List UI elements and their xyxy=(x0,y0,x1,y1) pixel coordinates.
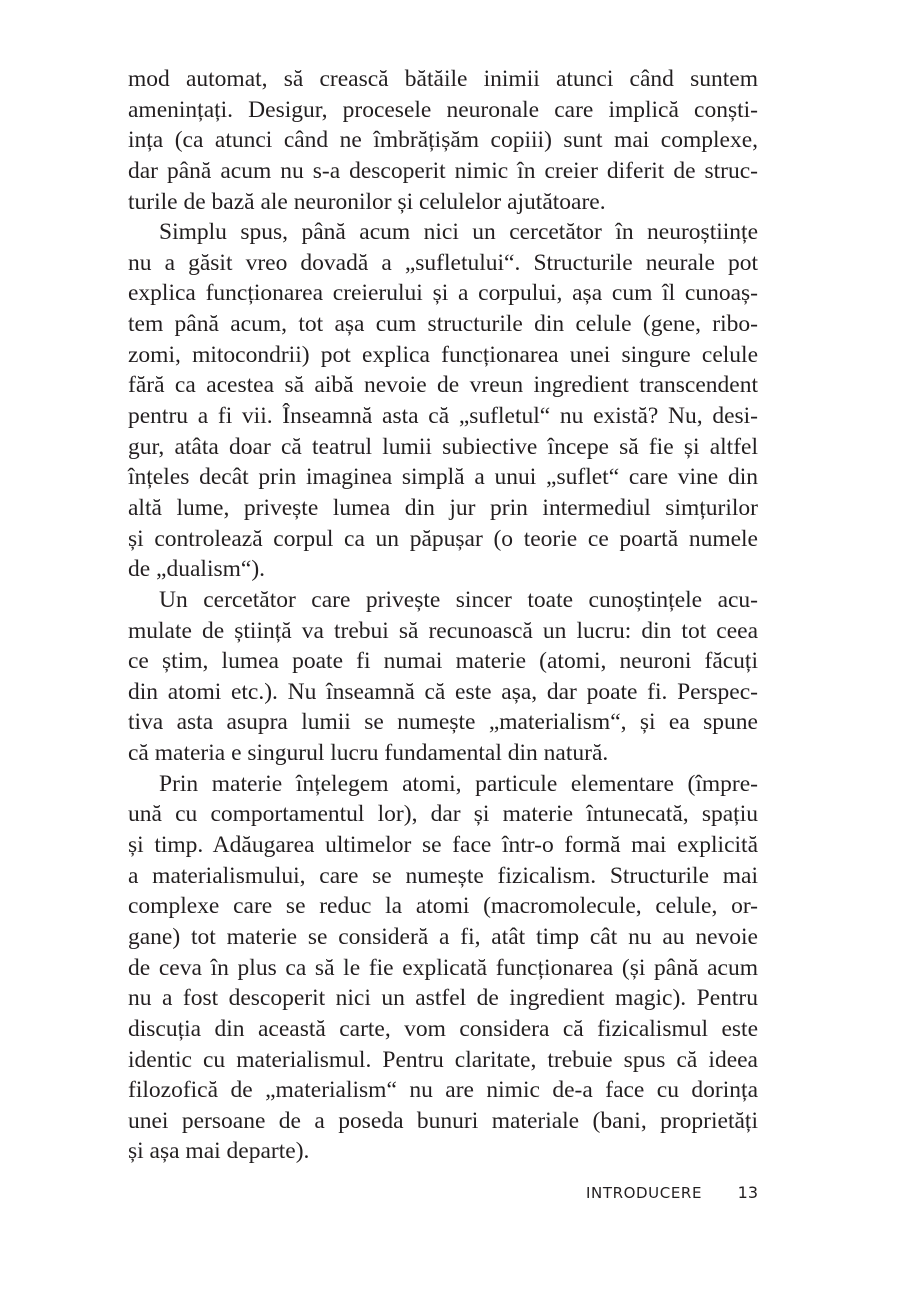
text-line: complexe care se reduc la atomi (macromolecule, celule, or- xyxy=(128,893,758,920)
page-body xyxy=(128,64,758,1167)
running-head: INTRODUCERE xyxy=(586,1184,703,1202)
page-footer xyxy=(586,1183,758,1202)
text-line: de „dualism“). xyxy=(128,556,266,583)
text-line: că materia e singurul lucru fundamental din natură. xyxy=(128,740,609,767)
text-line: identic cu materialismul. Pentru claritate, trebuie spus că ideea xyxy=(128,1046,758,1073)
text-line: altă lume, privește lumea din jur prin intermediul simțurilor xyxy=(128,494,758,521)
text-line: gane) tot materie se consideră a fi, atât timp cât nu au nevoie xyxy=(128,923,758,950)
text-line: Simplu spus, până acum nici un cercetător în neuroștiințe xyxy=(159,219,758,246)
text-line: dar până acum nu s-a descoperit nimic în creier diferit de struc- xyxy=(128,157,758,184)
text-line: explica funcționarea creierului și a corpului, așa cum îl cunoaș- xyxy=(128,280,758,307)
text-line: nu a fost descoperit nici un astfel de ingredient magic). Pentru xyxy=(128,985,758,1012)
text-line: ce știm, lumea poate fi numai materie (atomi, neuroni făcuți xyxy=(128,648,758,675)
text-line: a materialismului, care se numește fizicalism. Structurile mai xyxy=(128,862,758,889)
text-line: ună cu comportamentul lor), dar și materie întunecată, spațiu xyxy=(128,801,758,828)
paragraph xyxy=(128,217,758,585)
page-number: 13 xyxy=(737,1183,758,1202)
text-line: Prin materie înțelegem atomi, particule elementare (împre- xyxy=(159,770,758,797)
text-line: mod automat, să crească bătăile inimii atunci când suntem xyxy=(128,66,758,92)
paragraph xyxy=(128,64,758,217)
text-line: din atomi etc.). Nu înseamnă că este așa, dar poate fi. Perspec- xyxy=(128,678,758,705)
text-line: înțeles decât prin imaginea simplă a unui „suflet“ care vine din xyxy=(128,464,758,491)
text-line: și timp. Adăugarea ultimelor se face într-o formă mai explicită xyxy=(128,832,758,859)
text-line: de ceva în plus ca să le fie explicată funcționarea (și până acum xyxy=(128,954,758,981)
text-line: gur, atâta doar că teatrul lumii subiective începe să fie și altfel xyxy=(128,433,758,460)
text-line: mulate de știință va trebui să recunoască un lucru: din tot ceea xyxy=(128,617,758,644)
text-line: tiva asta asupra lumii se numește „materialism“, și ea spune xyxy=(128,709,758,736)
text-line: tem până acum, tot așa cum structurile din celule (gene, ribo- xyxy=(128,311,758,338)
text-line: turile de bază ale neuronilor și celulelor ajutătoare. xyxy=(128,188,606,215)
text-line: filozofică de „materialism“ nu are nimic de-a face cu dorința xyxy=(128,1077,758,1104)
text-line: și așa mai departe). xyxy=(128,1138,310,1165)
paragraph xyxy=(128,585,758,769)
text-line: zomi, mitocondrii) pot explica funcționarea unei singure celule xyxy=(128,341,758,368)
text-line: discuția din această carte, vom considera că fizicalismul este xyxy=(128,1015,758,1042)
text-line: pentru a fi vii. Înseamnă asta că „sufletul“ nu există? Nu, desi- xyxy=(128,403,758,430)
text-line: fără ca acestea să aibă nevoie de vreun ingredient transcendent xyxy=(128,372,758,399)
text-line: nu a găsit vreo dovadă a „sufletului“. Structurile neurale pot xyxy=(128,249,758,276)
text-line: unei persoane de a poseda bunuri materiale (bani, proprietăți xyxy=(128,1107,758,1134)
text-line: și controlează corpul ca un păpușar (o teorie ce poartă numele xyxy=(128,525,758,552)
text-line: amenințați. Desigur, procesele neuronale care implică conști- xyxy=(128,96,758,123)
paragraph xyxy=(128,769,758,1167)
text-line: Un cercetător care privește sincer toate cunoștințele acu- xyxy=(159,586,758,613)
text-line: ința (ca atunci când ne îmbrățișăm copiii) sunt mai complexe, xyxy=(128,127,758,154)
